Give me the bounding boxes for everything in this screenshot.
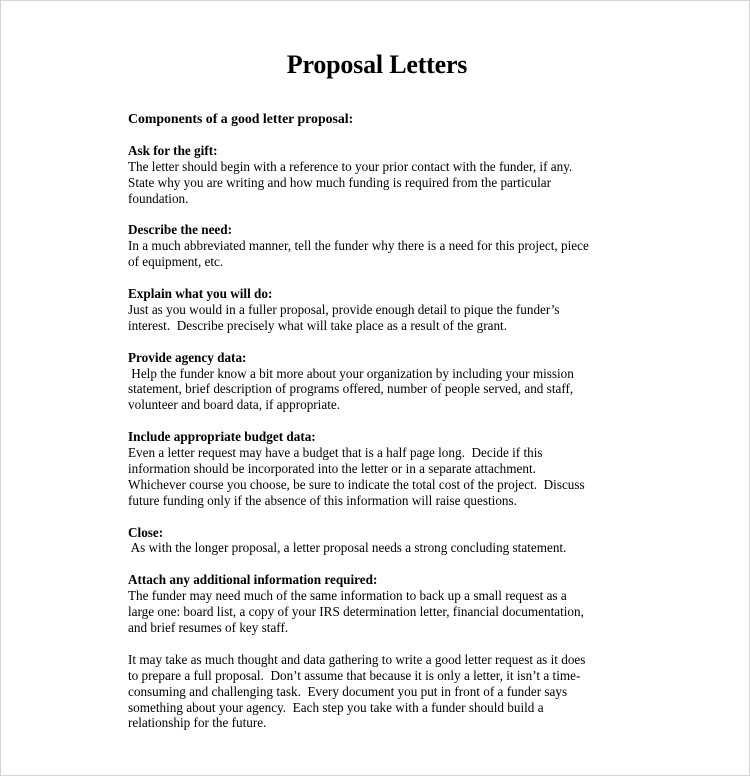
- section-heading: Close:: [128, 524, 164, 540]
- body-line: The letter should begin with a reference to your prior contact with the funder, if any.: [128, 158, 573, 174]
- body-line: of equipment, etc.: [128, 254, 224, 270]
- section-heading: Include appropriate budget data:: [128, 429, 316, 445]
- body-line: to prepare a full proposal. Don’t assume that because it is only a letter, it isn’t a time-: [128, 667, 581, 683]
- body-line: As with the longer proposal, a letter proposal needs a strong concluding statement.: [128, 540, 567, 556]
- section-heading: Ask for the gift:: [128, 142, 218, 158]
- section-explain-what-you-will-do: [128, 286, 638, 334]
- body-line: It may take as much thought and data gathering to write a good letter request as it does: [128, 651, 586, 667]
- body-line: State why you are writing and how much funding is required from the particular: [128, 174, 551, 190]
- body-line: Just as you would in a fuller proposal, provide enough detail to pique the funder’s: [128, 301, 560, 317]
- section-heading: Attach any additional information required:: [128, 572, 378, 588]
- body-line: something about your agency. Each step you take with a funder should build a: [128, 699, 544, 715]
- body-line: foundation.: [128, 190, 189, 206]
- document-subtitle: Components of a good letter proposal:: [128, 111, 354, 126]
- body-line: large one: board list, a copy of your IRS determination letter, financial documentation,: [128, 604, 584, 620]
- document-body: [128, 111, 638, 747]
- body-line: information should be incorporated into the letter or in a separate attachment.: [128, 460, 536, 476]
- body-line: The funder may need much of the same information to back up a small request as a: [128, 588, 567, 604]
- section-heading: Describe the need:: [128, 222, 233, 238]
- body-line: relationship for the future.: [128, 715, 267, 731]
- body-line: consuming and challenging task. Every document you put in front of a funder says: [128, 683, 568, 699]
- body-line: and brief resumes of key staff.: [128, 620, 289, 635]
- section-close: [128, 525, 638, 557]
- body-line: volunteer and board data, if appropriate.: [128, 397, 341, 413]
- section-describe-need: [128, 222, 638, 270]
- body-line: future funding only if the absence of this information will raise questions.: [128, 492, 517, 508]
- section-heading: Explain what you will do:: [128, 286, 273, 302]
- page-title: Proposal Letters: [286, 50, 468, 79]
- section-heading: Provide agency data:: [128, 349, 247, 365]
- section-budget-data: [128, 429, 638, 509]
- body-line: Even a letter request may have a budget that is a half page long. Decide if this: [128, 445, 543, 461]
- body-line: statement, brief description of programs offered, number of people served, and staff,: [128, 381, 574, 397]
- body-line: Help the funder know a bit more about your organization by including your mission: [128, 365, 574, 381]
- section-ask-for-gift: [128, 143, 638, 207]
- closing-paragraph: [128, 652, 638, 732]
- section-additional-information: [128, 572, 638, 636]
- section-agency-data: [128, 350, 638, 414]
- body-line: interest. Describe precisely what will take place as a result of the grant.: [128, 317, 507, 333]
- body-line: Whichever course you choose, be sure to indicate the total cost of the project. Discuss: [128, 476, 585, 492]
- body-line: In a much abbreviated manner, tell the funder why there is a need for this project, piece: [128, 238, 589, 254]
